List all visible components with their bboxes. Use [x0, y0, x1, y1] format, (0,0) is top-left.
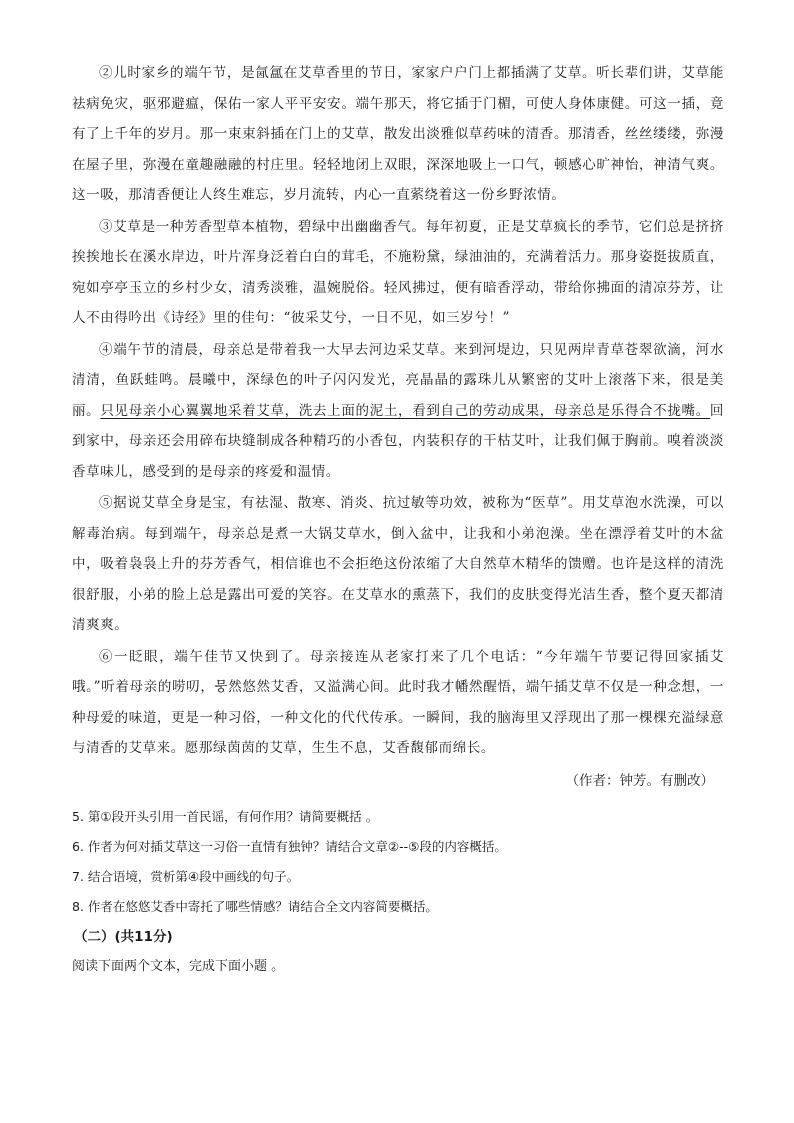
paragraph-4-text-before: ④端午节的清晨，母亲总是带着我一大早去河边采艾草。来到河堤边，只见两岸青草苍翠欲滴，河水清清，鱼跃蛙鸣。晨曦中，深绿色的叶子闪闪发光，亮晶晶的露珠儿从繁密的艾叶上滚落下来，很是美丽。 [72, 341, 724, 419]
paragraph-3: ③艾草是一种芳香型草本植物，碧绿中出幽幽香气。每年初夏，正是艾草疯长的季节，它们总是挤挤挨挨地长在溪水岸边，叶片浑身泛着白白的茸毛，不施粉黛，绿油油的，充满着活力。那身姿挺拔质直，宛如亭亭玉立的乡村少女，清秀淡雅，温婉脱俗。轻风拂过，便有暗香浮动，带给你拂面的清凉芬芳，让人不由得吟出《诗经》里的佳句：“彼采艾兮，一日不见，如三岁兮！” [72, 218, 724, 326]
question-5: 5. 第①段开头引用一首民谣，有何作用？请简要概括 。 [72, 808, 379, 824]
paragraph-4 [72, 335, 724, 488]
paragraph-4-underlined-sentence: 只见母亲小心翼翼地采着艾草，洗去上面的泥土，看到自己的劳动成果，母亲总是乐得合不拢嘴。 [100, 402, 710, 419]
question-8: 8. 作者在悠悠艾香中寄托了哪些情感？请结合全文内容简要概括。 [72, 898, 438, 914]
paragraph-5: ⑤据说艾草全身是宝，有祛湿、散寒、消炎、抗过敏等功效，被称为“医草”。用艾草泡水洗澡，可以解毒治病。每到端午，母亲总是煮一大锅艾草水，倒入盆中，让我和小弟泡澡。坐在漂浮着艾叶的木盆中，吸着袅袅上升的芬芳香气，相信谁也不会拒绝这份浓缩了大自然草木精华的馈赠。也许是这样的清洗很舒服，小弟的脸上总是露出可爱的笑容。在艾草水的熏蒸下，我们的皮肤变得光洁生香，整个夏天都清清爽爽。 [72, 495, 724, 633]
question-6: 6. 作者为何对插艾草这一习俗一直情有独钟？请结合文章②--⑤段的内容概括。 [72, 838, 507, 854]
paragraph-4-text-after: 回到家中，母亲还会用碎布块缝制成各种精巧的小香包，内装积存的干枯艾叶，让我们佩于胸前。嗅着淡淡香草味儿，感受到的是母亲的疼爱和温情。 [72, 402, 724, 480]
paragraph-6: ⑥一眨眼，端午佳节又快到了。母亲接连从老家打来了几个电话：“今年端午节要记得回家插艾哦。”听着母亲的唠叨，뭉然悠然艾香，又溢满心间。此时我才幡然醒悟，端午插艾草不仅是一种念想，一种母爱的味道，更是一种习俗，一种文化的代代传承。一瞬间，我的脑海里又浮现出了那一棵棵充溢绿意与清香的艾草来。愿那绿茵茵的艾草，生生不息，艾香馥郁而绵长。 [72, 648, 724, 756]
author-note: （作者：钟芳。有删改） [565, 772, 714, 789]
question-list [72, 802, 724, 922]
question-7: 7. 结合语境，赏析第④段中画线的句子。 [72, 868, 300, 884]
document-page [72, 58, 724, 982]
reading-instruction: 阅读下面两个文本，完成下面小题 。 [72, 958, 285, 974]
paragraph-2: ②儿时家乡的端午节，是氤氲在艾草香里的节日，家家户户门上都插满了艾草。听长辈们讲，艾草能祛病免灾，驱邪避瘟，保佑一家人平平安安。端午那天，将它插于门楣，可使人身体康健。可这一插，竟有了上千年的岁月。那一束束斜插在门上的艾草，散发出淡雅似草药味的清香。那清香，丝丝缕缕，弥漫在屋子里，弥漫在童趣融融的村庄里。轻轻地闭上双眼，深深地吸上一口气，顿感心旷神怡，神清气爽。这一吸，那清香便让人终生难忘，岁月流转，内心一直萦绕着这一份乡野浓情。 [72, 65, 724, 203]
section-title: （二）(共11分) [74, 928, 173, 945]
